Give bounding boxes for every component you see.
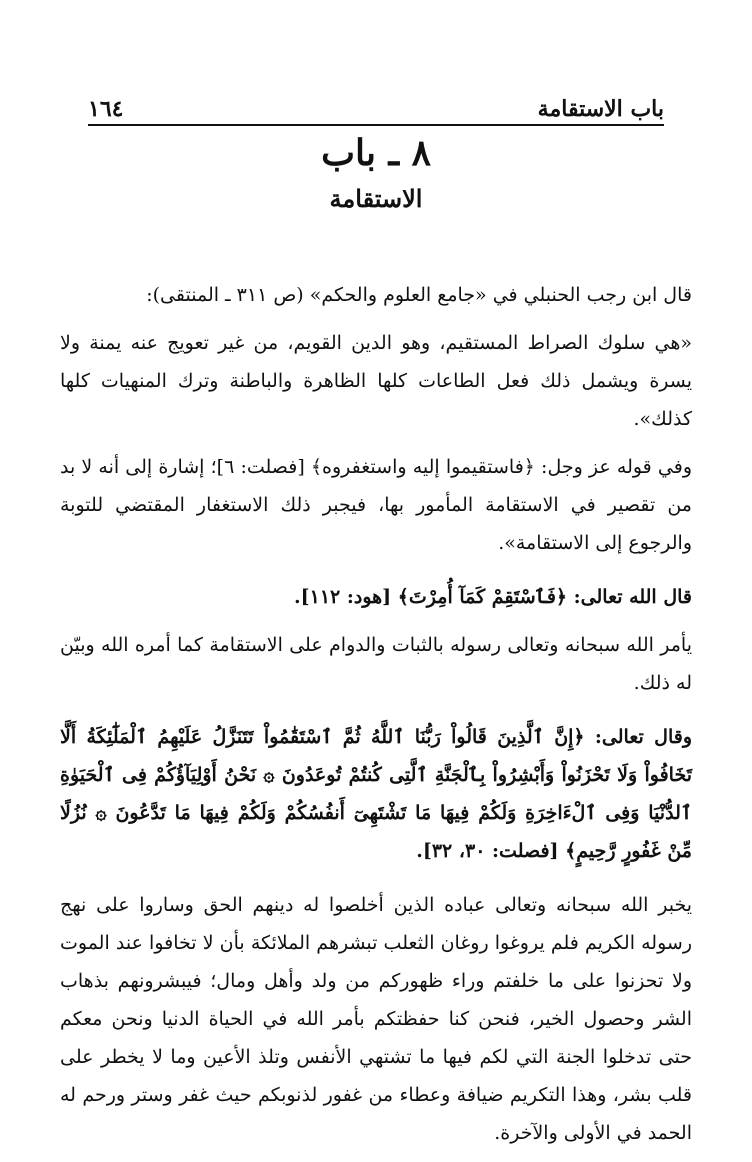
header-rule (88, 124, 664, 126)
paragraph-verse-hud: قال الله تعالى: ﴿فَٱسْتَقِمْ كَمَآ أُمِرْتَ﴾ [هود: ١١٢]. (294, 586, 692, 608)
page-number: ١٦٤ (88, 96, 124, 122)
paragraph-verse-explanation: يأمر الله سبحانه وتعالى رسوله بالثبات والدوام على الاستقامة كما أمره الله وبيّن له ذلك. (60, 634, 692, 694)
chapter-heading: ٨ ـ باب (321, 132, 431, 174)
paragraph-verse-fussilat: وقال تعالى: ﴿إِنَّ ٱلَّذِينَ قَالُواْ رَبُّنَا ٱللَّهُ ثُمَّ ٱسْتَقَٰمُواْ تَتَنَزَّلُ عَلَيْهِمُ ٱلْمَلَٰٓئِكَةُ أَلَّا تَخَافُواْ وَلَا تَحْزَنُواْ وَأَبْشِرُواْ بِٱلْجَنَّةِ ٱلَّتِى كُنتُمْ تُوعَدُونَ ۞ نَحْنُ أَوْلِيَآؤُكُمْ فِى ٱلْحَيَوٰةِ ٱلدُّنْيَا وَفِى ٱلْءَاخِرَةِ وَلَكُمْ فِيهَا مَا تَشْتَهِىٓ أَنفُسُكُمْ وَلَكُمْ فِيهَا مَا تَدَّعُونَ ۞ نُزُلًا مِّنْ غَفُورٍ رَّحِيمٍ﴾ [فصلت: ٣٠، ٣٢]. (60, 726, 692, 862)
running-title: باب الاستقامة (537, 96, 664, 122)
page-header (88, 84, 664, 122)
paragraph-intro: قال ابن رجب الحنبلي في «جامع العلوم والحكم» (ص ٣١١ ـ المنتقى): (146, 284, 692, 306)
chapter-title: الاستقامة (329, 184, 423, 213)
paragraph-quote: «هي سلوك الصراط المستقيم، وهو الدين القويم، من غير تعويج عنه يمنة ولا يسرة ويشمل ذلك فعل الطاعات كلها الظاهرة والباطنة وترك المنهيات كلها كذلك». (60, 332, 692, 430)
paragraph-tafsir: يخبر الله سبحانه وتعالى عباده الذين أخلصوا له دينهم الحق وساروا على نهج رسوله الكريم فلم يروغوا روغان الثعلب تبشرهم الملائكة بأن لا تخافوا عند الموت ولا تحزنوا على ما خلفتم وراء ظهوركم من ولد وأهل ومال؛ فيبشرونهم بذهاب الشر وحصول الخير، فنحن كنا حفظتكم بأمر الله في الحياة الدنيا ونحن معكم حتى تدخلوا الجنة التي لكم فيها ما تشتهي الأنفس وتلذ الأعين وما لا يخطر على قلب بشر، وهذا التكريم ضيافة وعطاء من غفور لذنوبكم حيث غفر وستر ورحم له الحمد في الأولى والآخرة. (60, 894, 692, 1144)
paragraph-commentary: وفي قوله عز وجل: ﴿فاستقيموا إليه واستغفروه﴾ [فصلت: ٦]؛ إشارة إلى أنه لا بد من تقصير في الاستقامة المأمور بها، فيجبر ذلك الاستغفار المقتضي للتوبة والرجوع إلى الاستقامة». (60, 456, 692, 554)
body-text (60, 276, 692, 1162)
